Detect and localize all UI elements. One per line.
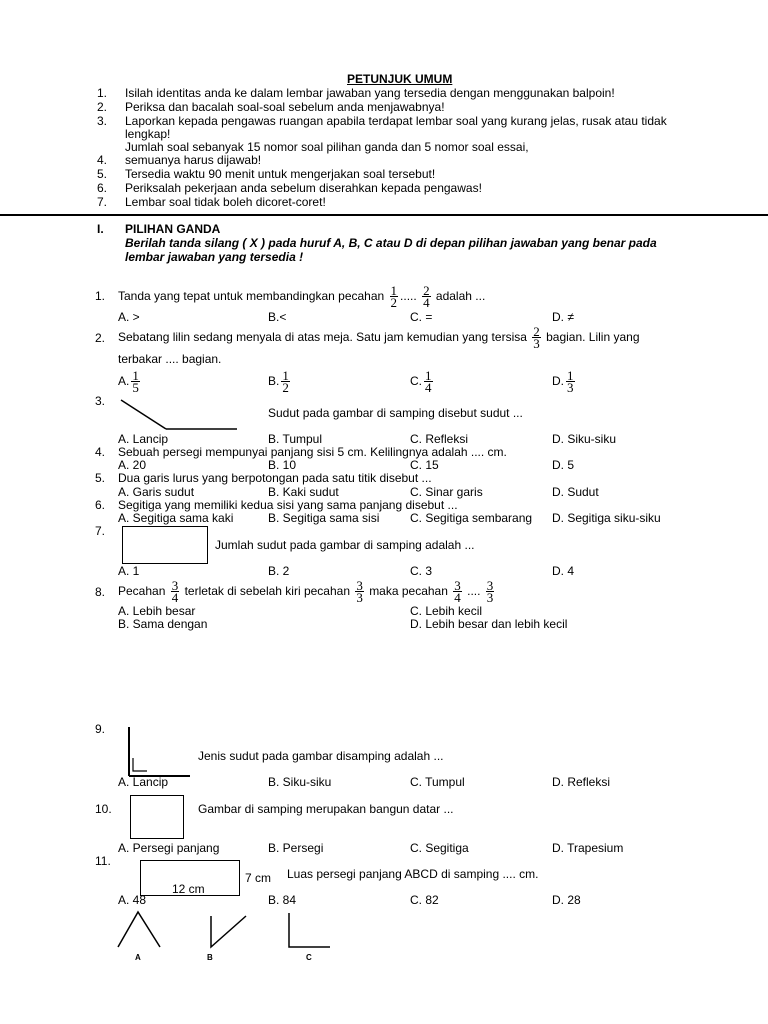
question-text: Sudut pada gambar di samping disebut sudut ... — [268, 406, 523, 420]
fraction: $\frac{3}{3}$ — [356, 578, 363, 606]
option-c: C. 3 — [410, 564, 433, 578]
option-d: D. ≠ — [552, 310, 574, 324]
option-a: A. Lancip — [118, 432, 169, 446]
page-title: PETUNJUK UMUM — [347, 72, 453, 86]
option-d: D. Trapesium — [552, 841, 624, 855]
rule-text: semuanya harus dijawab! — [125, 153, 262, 167]
option-c: C. Lebih kecil — [410, 604, 483, 618]
fraction: $\frac{1}{2}$ — [390, 283, 398, 311]
option-b: B. Sama dengan — [118, 617, 208, 631]
option-d: D. 5 — [552, 458, 575, 472]
option-c: C. 82 — [410, 893, 439, 907]
question-text: Pecahan $\frac{3}{4}$ terletak di sebelah kiri pecahan $\frac{3}{3}$ maka pecahan $\frac{3}{4}$ .... $\frac{3}{3}$ — [118, 578, 494, 606]
option-d: D. Siku-siku — [552, 432, 617, 446]
rule-text: Isilah identitas anda ke dalam lembar jawaban yang tersedia dengan menggunakan balpoin! — [125, 86, 615, 100]
question-number: 3. — [95, 394, 106, 408]
option-a: A. $\frac{1}{5}$ — [118, 368, 139, 396]
option-b: B. 84 — [268, 893, 297, 907]
rule-text: lengkap! — [125, 127, 171, 141]
rule-number: 1. — [97, 86, 108, 100]
rule-number: 6. — [97, 181, 108, 195]
option-c: C. Segitiga sembarang — [410, 511, 533, 525]
question-number: 4. — [95, 445, 106, 459]
option-c: C. Tumpul — [410, 775, 465, 789]
figure-label-c: C — [306, 953, 312, 962]
option-b: B. 2 — [268, 564, 290, 578]
rule-number: 2. — [97, 100, 108, 114]
option-b: B. $\frac{1}{2}$ — [268, 368, 289, 396]
option-d: D. Refleksi — [552, 775, 611, 789]
question-text: Dua garis lurus yang berpotongan pada satu titik disebut ... — [118, 471, 432, 485]
rule-number: 7. — [97, 195, 108, 209]
option-d: D. Lebih besar dan lebih kecil — [410, 617, 568, 631]
option-b: B. Tumpul — [268, 432, 323, 446]
question-number: 7. — [95, 524, 106, 538]
option-b: B.< — [268, 310, 287, 324]
fraction: $\frac{2}{3}$ — [533, 324, 540, 352]
section-title: PILIHAN GANDA — [125, 222, 221, 236]
section-instruction-line2: lembar jawaban yang tersedia ! — [125, 250, 304, 264]
question-number: 8. — [95, 585, 106, 599]
option-a: A. 48 — [118, 893, 147, 907]
fraction: $\frac{1}{3}$ — [567, 368, 574, 396]
question-text: Jenis sudut pada gambar disamping adalah ... — [198, 749, 444, 763]
rule-text: Periksalah pekerjaan anda sebelum diserahkan kepada pengawas! — [125, 181, 482, 195]
option-b: B. Kaki sudut — [268, 485, 339, 499]
option-c: C. Sinar garis — [410, 485, 483, 499]
question-number: 9. — [95, 722, 106, 736]
question-number: 10. — [95, 802, 112, 816]
option-b: B. Segitiga sama sisi — [268, 511, 380, 525]
question-number: 6. — [95, 498, 106, 512]
figure-label-b: B — [207, 953, 213, 962]
rule-text: Periksa dan bacalah soal-soal sebelum anda menjawabnya! — [125, 100, 445, 114]
question-text: Sebuah persegi mempunyai panjang sisi 5 cm. Kelilingnya adalah .... cm. — [118, 445, 507, 459]
fraction: $\frac{2}{4}$ — [423, 283, 430, 311]
section-number: I. — [97, 222, 104, 236]
rule-text: Lembar soal tidak boleh dicoret-coret! — [125, 195, 326, 209]
option-a: A. > — [118, 310, 140, 324]
question-number: 2. — [95, 331, 106, 345]
option-a: A. 1 — [118, 564, 140, 578]
option-d: D. Segitiga siku-siku — [552, 511, 661, 525]
question-number: 5. — [95, 471, 106, 485]
option-d: D. Sudut — [552, 485, 599, 499]
rule-text: Tersedia waktu 90 menit untuk mengerjakan soal tersebut! — [125, 167, 436, 181]
option-a: A. Persegi panjang — [118, 841, 220, 855]
question-number: 11. — [95, 854, 111, 868]
question-text: Segitiga yang memiliki kedua sisi yang sama panjang disebut ... — [118, 498, 458, 512]
option-c: C. 15 — [410, 458, 439, 472]
figure-label-a: A — [135, 953, 141, 962]
width-label: 12 cm — [172, 882, 205, 896]
rule-text: Laporkan kepada pengawas ruangan apabila terdapat lembar soal yang kurang jelas, rusak atau tidak — [125, 114, 667, 128]
option-c: C. $\frac{1}{4}$ — [410, 368, 432, 396]
section-instruction: Berilah tanda silang ( X ) pada huruf A, B, C atau D di depan pilihan jawaban yang benar pada — [125, 236, 657, 250]
option-a: A. Segitiga sama kaki — [118, 511, 234, 525]
option-a: A. Lebih besar — [118, 604, 196, 618]
fraction: $\frac{1}{2}$ — [282, 368, 289, 396]
question-text: Tanda yang tepat untuk membandingkan pecahan $\frac{1}{2}$ ..... $\frac{2}{4}$ adalah ... — [118, 283, 486, 311]
option-c: C. Refleksi — [410, 432, 469, 446]
rule-number: 5. — [97, 167, 108, 181]
rule-number: 3. — [97, 114, 108, 128]
fraction: $\frac{3}{3}$ — [486, 578, 494, 606]
question-text: Luas persegi panjang ABCD di samping .... cm. — [287, 867, 539, 881]
option-d: D. 4 — [552, 564, 575, 578]
option-a: A. Lancip — [118, 775, 169, 789]
height-label: 7 cm — [245, 871, 272, 885]
question-number: 1. — [95, 289, 106, 303]
option-a: A. Garis sudut — [118, 485, 195, 499]
option-d: D. 28 — [552, 893, 581, 907]
angle-figure-c — [289, 913, 330, 947]
rule-number: 4. — [97, 153, 108, 167]
angle-figure-b — [211, 916, 246, 947]
question-text: Sebatang lilin sedang menyala di atas meja. Satu jam kemudian yang tersisa $\frac{2}{3}$ bagian. Lilin yang — [118, 324, 640, 352]
question-text-line2: terbakar .... bagian. — [118, 352, 222, 366]
option-d: D. $\frac{1}{3}$ — [552, 368, 574, 396]
rule-text: Jumlah soal sebanyak 15 nomor soal pilihan ganda dan 5 nomor soal essai, — [125, 140, 529, 154]
option-b: B. 10 — [268, 458, 297, 472]
option-b: B. Siku-siku — [268, 775, 332, 789]
option-b: B. Persegi — [268, 841, 324, 855]
angle-figure-a — [118, 912, 160, 947]
question-text: Jumlah sudut pada gambar di samping adalah ... — [215, 538, 475, 552]
fraction: $\frac{1}{5}$ — [132, 368, 139, 396]
fraction: $\frac{3}{4}$ — [171, 578, 179, 606]
option-c: C. Segitiga — [410, 841, 469, 855]
option-a: A. 20 — [118, 458, 147, 472]
fraction: $\frac{1}{4}$ — [425, 368, 432, 396]
option-c: C. = — [410, 310, 433, 324]
question-text: Gambar di samping merupakan bangun datar ... — [198, 802, 454, 816]
fraction: $\frac{3}{4}$ — [454, 578, 461, 606]
